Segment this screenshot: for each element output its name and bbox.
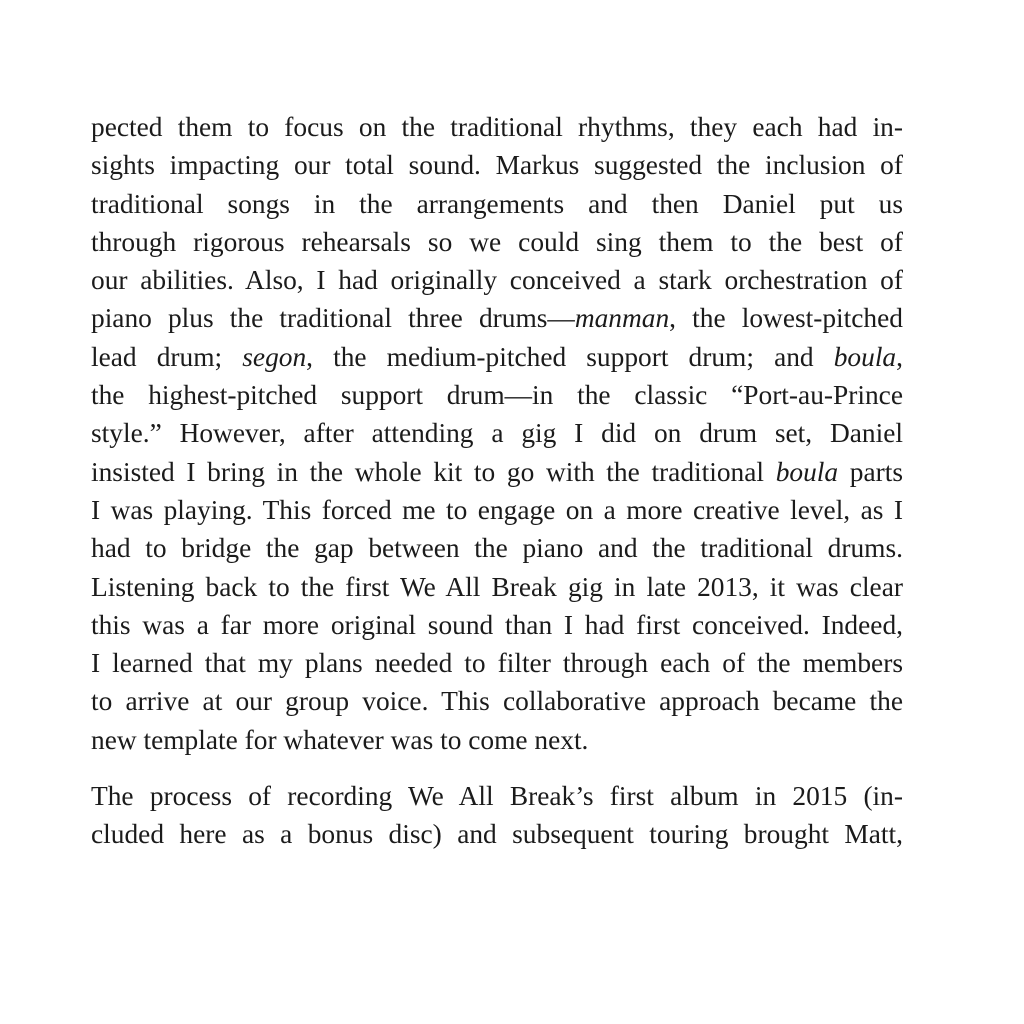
text-line: Listening back to the first We All Break gig in late 2013, it was clear <box>91 571 903 602</box>
text-segment: piano plus the traditional three drums— <box>91 303 575 334</box>
text-line: new template for whatever was to come next. <box>91 724 589 755</box>
text-segment: insisted I bring in the whole kit to go with the traditional <box>91 456 776 487</box>
text-segment: lead drum; <box>91 341 243 372</box>
italic-term: segon <box>242 341 307 372</box>
text-line: our abilities. Also, I had originally conceived a stark orchestration of <box>91 265 903 296</box>
italic-term: boula <box>833 341 897 372</box>
text-segment: , the medium-pitched support drum; and <box>306 341 834 372</box>
text-line: sights impacting our total sound. Markus suggested the inclusion of <box>91 150 903 181</box>
text-line: cluded here as a bonus disc) and subsequent touring brought Matt, <box>91 819 903 850</box>
text-segment: parts <box>838 456 903 487</box>
text-line: this was a far more original sound than I had first conceived. Indeed, <box>91 609 903 640</box>
italic-term: boula <box>775 456 839 487</box>
text-line <box>91 338 903 376</box>
text-line: pected them to focus on the traditional rhythms, they each had in- <box>91 112 903 142</box>
text-line: had to bridge the gap between the piano and the traditional drums. <box>91 533 903 564</box>
text-line: traditional songs in the arrangements and then Daniel put us <box>91 188 903 219</box>
paragraph-gap <box>91 759 903 777</box>
text-line: I learned that my plans needed to filter through each of the members <box>91 648 903 679</box>
text-line: I was playing. This forced me to engage on a more creative level, as I <box>91 494 903 525</box>
text-line: to arrive at our group voice. This collaborative approach became the <box>91 686 903 717</box>
text-line <box>91 453 903 491</box>
document-page <box>91 108 903 854</box>
text-line: The process of recording We All Break’s first album in 2015 (in- <box>91 781 903 812</box>
paragraph <box>91 777 903 854</box>
text-line: through rigorous rehearsals so we could sing them to the best of <box>91 226 903 257</box>
text-line: the highest-pitched support drum—in the classic “Port-au-Prince <box>91 380 903 411</box>
italic-term: manman <box>574 303 670 334</box>
text-line: style.” However, after attending a gig I did on drum set, Daniel <box>91 418 903 449</box>
text-line <box>91 299 903 337</box>
text-segment: , <box>896 341 903 372</box>
paragraph <box>91 108 903 759</box>
text-segment: , the lowest-pitched <box>669 303 903 334</box>
